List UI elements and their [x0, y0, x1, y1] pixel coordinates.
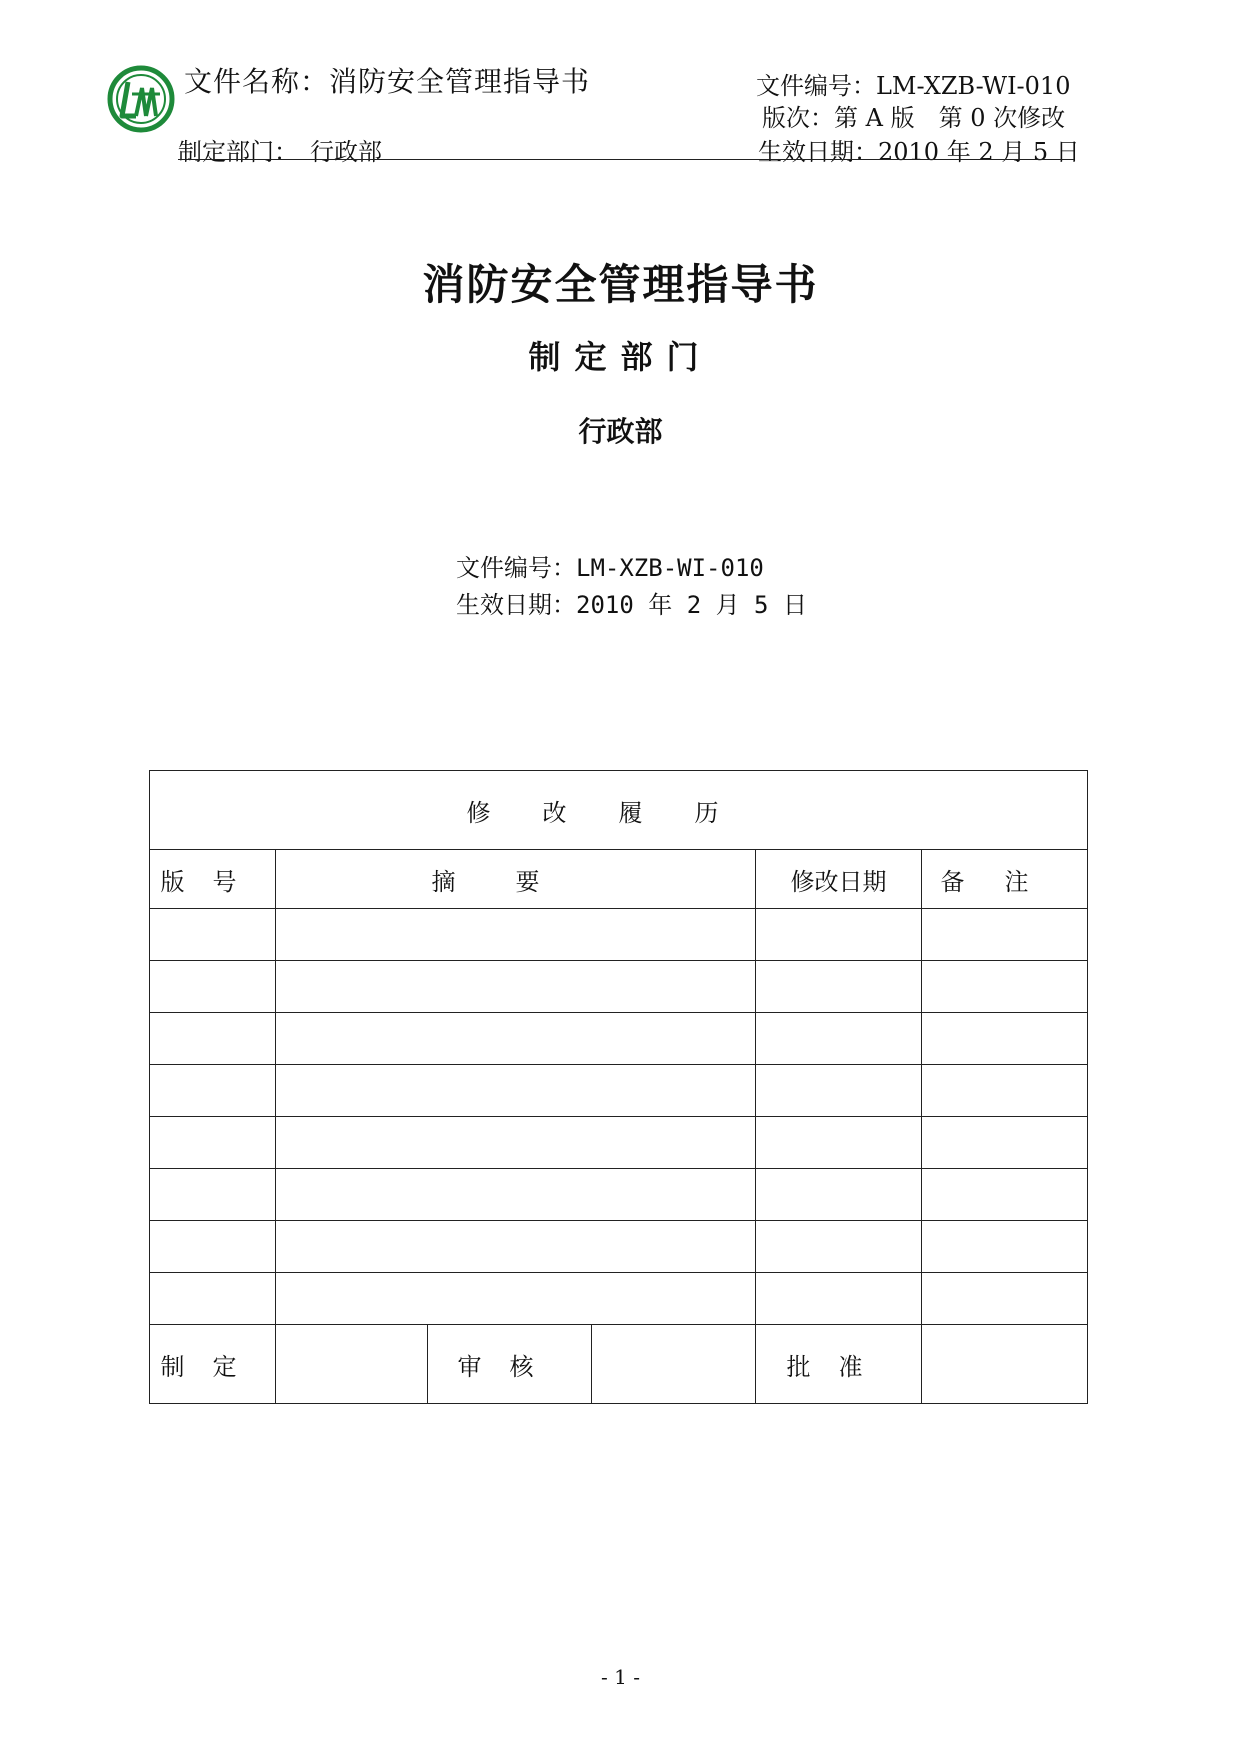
cell-summary[interactable]	[276, 1013, 756, 1065]
signature-row	[150, 1325, 1088, 1404]
cell-date[interactable]	[756, 1221, 922, 1273]
cell-remarks[interactable]	[922, 1169, 1088, 1221]
cell-remarks[interactable]	[922, 961, 1088, 1013]
cell-remarks[interactable]	[922, 1013, 1088, 1065]
cell-date[interactable]	[756, 1273, 922, 1325]
cell-summary[interactable]	[276, 1221, 756, 1273]
cell-version[interactable]	[150, 1273, 276, 1325]
cell-version[interactable]	[150, 1013, 276, 1065]
page-number: - 1 -	[601, 1665, 640, 1689]
table-row	[150, 961, 1088, 1013]
header-divider	[178, 159, 1074, 160]
approved-by-field[interactable]	[922, 1325, 1088, 1404]
cell-date[interactable]	[756, 909, 922, 961]
cell-remarks[interactable]	[922, 1273, 1088, 1325]
cell-date[interactable]	[756, 1013, 922, 1065]
table-row	[150, 1065, 1088, 1117]
cell-summary[interactable]	[276, 909, 756, 961]
revision-history-table	[149, 770, 1088, 1404]
cell-summary[interactable]	[276, 1117, 756, 1169]
header-summary: 摘要	[276, 850, 756, 909]
table-row	[150, 909, 1088, 961]
cell-summary[interactable]	[276, 1273, 756, 1325]
approved-by-label: 批准	[756, 1325, 922, 1404]
cell-date[interactable]	[756, 1169, 922, 1221]
header-revision-date: 修改日期	[756, 850, 922, 909]
document-title: 消防安全管理指导书	[422, 260, 819, 309]
table-row	[150, 1169, 1088, 1221]
made-by-field[interactable]	[276, 1325, 428, 1404]
cell-date[interactable]	[756, 1117, 922, 1169]
made-by-label: 制定	[150, 1325, 276, 1404]
header-remarks: 备注	[922, 850, 1088, 909]
table-row	[150, 1221, 1088, 1273]
header-file-code: 文件编号：LM-XZB-WI-010	[756, 72, 1071, 100]
info-file-code: 文件编号：LM-XZB-WI-010	[456, 554, 764, 582]
header-file-name: 文件名称：消防安全管理指导书	[184, 65, 591, 98]
revision-table-title: 修改履历	[150, 771, 1088, 850]
dept-label: 制定部门	[528, 338, 713, 376]
cell-version[interactable]	[150, 1117, 276, 1169]
dept-value: 行政部	[578, 415, 663, 448]
cell-version[interactable]	[150, 961, 276, 1013]
header-version-no: 版号	[150, 850, 276, 909]
cell-version[interactable]	[150, 1169, 276, 1221]
cell-remarks[interactable]	[922, 1065, 1088, 1117]
table-row	[150, 1117, 1088, 1169]
cell-date[interactable]	[756, 1065, 922, 1117]
cell-remarks[interactable]	[922, 1117, 1088, 1169]
cell-remarks[interactable]	[922, 1221, 1088, 1273]
table-row	[150, 1273, 1088, 1325]
cell-remarks[interactable]	[922, 909, 1088, 961]
cell-summary[interactable]	[276, 961, 756, 1013]
header-version: 版次：第 A 版 第 0 次修改	[762, 104, 1066, 132]
cell-summary[interactable]	[276, 1065, 756, 1117]
table-row	[150, 1013, 1088, 1065]
company-logo	[106, 64, 176, 134]
header-department: 制定部门： 行政部	[178, 138, 382, 166]
info-effective-date: 生效日期：2010 年 2 月 5 日	[456, 591, 807, 619]
cell-version[interactable]	[150, 1065, 276, 1117]
reviewed-by-field[interactable]	[592, 1325, 756, 1404]
cell-version[interactable]	[150, 909, 276, 961]
reviewed-by-label: 审核	[428, 1325, 592, 1404]
cell-date[interactable]	[756, 961, 922, 1013]
header-effective-date: 生效日期：2010 年 2 月 5 日	[758, 138, 1080, 166]
cell-version[interactable]	[150, 1221, 276, 1273]
cell-summary[interactable]	[276, 1169, 756, 1221]
